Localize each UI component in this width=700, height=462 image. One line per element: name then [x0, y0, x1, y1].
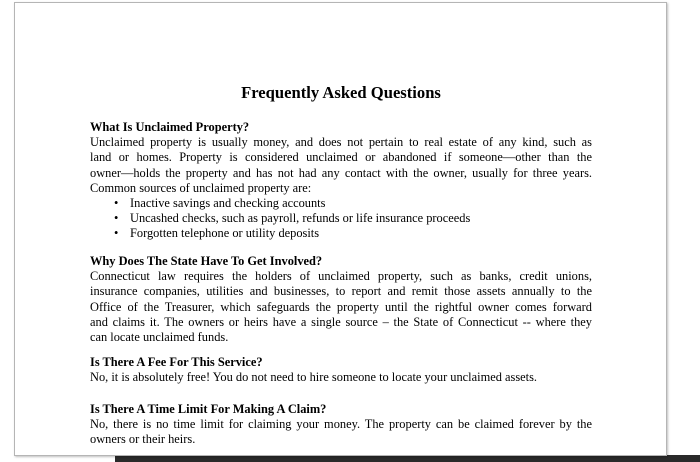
viewer-bottom-bar: [115, 455, 700, 462]
faq-answer-line: Common sources of unclaimed property are:: [90, 180, 312, 195]
bullet-icon: •: [114, 226, 119, 241]
list-item: [90, 226, 592, 241]
faq-section-unclaimed-property: [90, 120, 592, 242]
faq-answer-line: and claims it. The owners or heirs have a single source – the State of Connecticut -- where they: [90, 314, 592, 329]
faq-question: Is There A Time Limit For Making A Claim?: [90, 402, 327, 416]
faq-answer-line: owners or their heirs.: [90, 432, 196, 447]
viewer-right-gutter: [666, 0, 700, 462]
list-item-text: Uncashed checks, such as payroll, refunds or life insurance proceeds: [130, 211, 471, 226]
page-title: Frequently Asked Questions: [241, 83, 441, 102]
faq-answer-line: insurance companies, utilities and businesses, to report and remit those assets annually to the: [90, 284, 592, 299]
bullet-icon: •: [114, 196, 119, 211]
faq-answer-line: land or homes. Property is considered unclaimed or abandoned if someone—other than the: [90, 150, 592, 165]
faq-answer-line: No, it is absolutely free! You do not need to hire someone to locate your unclaimed assets.: [90, 370, 537, 385]
list-item: [90, 196, 592, 211]
faq-question: Why Does The State Have To Get Involved?: [90, 254, 323, 268]
list-item: [90, 211, 592, 226]
faq-section-time-limit: [90, 402, 592, 448]
faq-answer-line: Connecticut law requires the holders of unclaimed property, such as banks, credit unions,: [90, 269, 592, 284]
faq-answer-line: owner—holds the property and has not had any contact with the owner, usually for three years.: [90, 165, 592, 180]
faq-question: What Is Unclaimed Property?: [90, 120, 250, 134]
faq-answer-line: Office of the Treasurer, which safeguards the property until the rightful owner comes forward: [90, 299, 592, 314]
faq-answer-line: can locate unclaimed funds.: [90, 330, 229, 345]
faq-bullet-list: [90, 196, 592, 242]
document-page: [14, 2, 667, 456]
faq-question: Is There A Fee For This Service?: [90, 355, 263, 369]
list-item-text: Inactive savings and checking accounts: [130, 196, 326, 211]
faq-section-state-involvement: [90, 254, 592, 345]
faq-answer-line: No, there is no time limit for claiming your money. The property can be claimed forever by the: [90, 417, 592, 432]
list-item-text: Forgotten telephone or utility deposits: [130, 226, 320, 241]
faq-section-fee: [90, 355, 592, 385]
faq-answer-line: Unclaimed property is usually money, and does not pertain to real estate of any kind, such as: [90, 135, 592, 150]
bullet-icon: •: [114, 211, 119, 226]
